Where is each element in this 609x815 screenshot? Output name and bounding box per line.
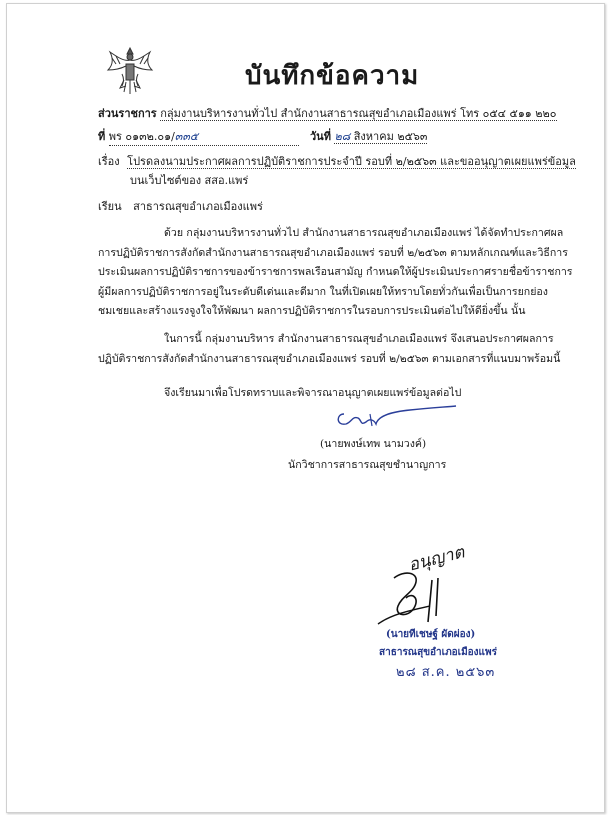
approval-word: อนุญาต [406,542,467,576]
to-row [98,197,263,215]
ref-number: ๓๓๕ [174,130,199,143]
signer-name: (นายพงษ์เทพ นามวงค์) [320,438,427,450]
date-label: วันที่ [310,130,331,143]
subject-line2: บนเว็บไซต์ของ สสอ.แพร่ [130,174,249,187]
garuda-emblem-icon [106,44,154,96]
subject-line1: โปรดลงนามประกาศผลการปฏิบัติราชการประจำปี รอบที่ ๒/๒๕๖๓ และขออนุญาตเผยแพร่ข้อมูล [127,155,576,168]
subject-label: เรื่อง [98,155,120,168]
date-value-group [334,130,427,144]
para2-line: ปฏิบัติราชการสังกัดสำนักงานสาธารณสุขอำเภอเมืองแพร่ รอบที่ ๒/๒๕๖๓ ตามเอกสารที่แนบมาพร้อมนี้ [98,352,561,365]
signature-1-icon [330,402,460,434]
ref-row [98,127,299,146]
signature-2-icon [372,566,462,628]
subject-row [98,152,576,170]
paragraph-1 [98,224,573,322]
ref-value: พร ๐๑๓๒.๐๑/ [108,130,175,143]
approver-title: สาธารณสุขอำเภอเมืองแพร่ [379,647,497,658]
para2-line: ในการนี้ กลุ่มงานบริหาร สำนักงานสาธารณสุขอำเภอเมืองแพร่ จึงเสนอประกาศผลการ [164,333,554,345]
para1-line: ผู้มีผลการปฏิบัติราชการอยู่ในระดับดีเด่นและดีมาก ในที่เปิดเผยให้ทราบโดยทั่วกันเพื่อเป็นการยกย่อง [98,285,548,298]
para1-line: ด้วย กลุ่มงานบริหารงานทั่วไป สำนักงานสาธารณสุขอำเภอเมืองแพร่ ได้จัดทำประกาศผล [164,227,564,239]
ref-label: ที่ [98,130,106,143]
to-label: เรียน [98,200,122,213]
page-title: บันทึกข้อความ [245,61,420,91]
page-frame [6,3,605,813]
date-rest: สิงหาคม ๒๕๖๓ [353,130,428,143]
section-value: กลุ่มงานบริหารงานทั่วไป สำนักงานสาธารณสุขอำเภอเมืองแพร่ โทร ๐๕๔ ๕๑๑ ๒๒๐ [160,107,557,120]
signer-title: นักวิชาการสาธารณสุขชำนาญการ [288,459,447,471]
date-row [310,127,427,145]
para1-line: การปฏิบัติราชการสังกัดสำนักงานสาธารณสุขอำเภอเมืองแพร่ รอบที่ ๒/๒๕๖๓ ตามหลักเกณฑ์และวิธีการ [98,246,568,259]
approval-date: ๒๘ ส.ค. ๒๕๖๓ [396,665,496,680]
section-row [98,104,557,122]
approver-name: (นายทีเชษฐ์ ผัดผ่อง) [386,629,476,640]
para1-line: ชมเชยและสร้างแรงจูงใจให้พัฒนา ผลการปฏิบัติราชการในรอบการประเมินต่อไปให้ดียิ่งขึ้น นั้น [98,305,526,317]
paragraph-2 [98,330,560,369]
para1-line: ประเมินผลการปฏิบัติราชการของข้าราชการพลเรือนสามัญ กำหนดให้ผู้ประเมินประกาศรายชื่อข้าราชการ [98,266,573,278]
section-label: ส่วนราชการ [98,107,157,120]
to-value: สาธารณสุขอำเภอเมืองแพร่ [133,200,263,213]
ref-value-group [109,127,299,146]
date-day: ๒๘ [334,130,351,143]
closing-line: จึงเรียนมาเพื่อโปรดทราบและพิจารณาอนุญาตเผยแพร่ข้อมูลต่อไป [164,387,462,399]
